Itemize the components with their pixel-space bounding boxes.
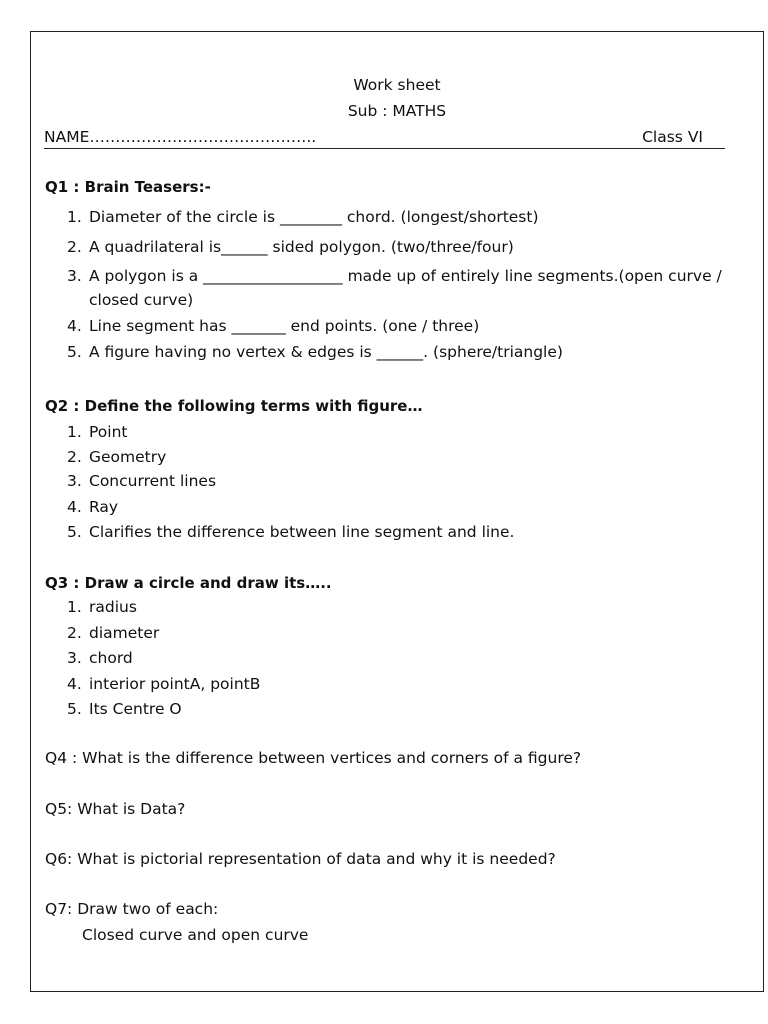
item-number: 1. (67, 423, 82, 441)
item-text: diameter (89, 624, 160, 642)
q4-text: Q4 : What is the difference between vertices and corners of a figure? (45, 749, 582, 767)
item-number: 4. (67, 498, 82, 516)
list-item (67, 595, 749, 619)
item-number: 2. (67, 624, 82, 642)
q2-heading: Q2 : Define the following terms with figure… (45, 397, 423, 415)
list-item (67, 672, 749, 696)
item-text: Ray (89, 498, 119, 516)
worksheet-title: Work sheet (353, 76, 441, 94)
item-text: Clarifies the difference between line segment and line. (89, 523, 515, 541)
name-field-label: NAME…………………………………….. (44, 128, 317, 146)
q3-heading: Q3 : Draw a circle and draw its….. (45, 574, 332, 592)
item-number: 5. (67, 343, 82, 361)
item-text: Its Centre O (89, 700, 182, 718)
item-number: 2. (67, 238, 82, 256)
q7-text: Q7: Draw two of each: (45, 900, 219, 918)
list-item (67, 697, 749, 721)
list-item (67, 235, 749, 259)
list-item (67, 205, 749, 229)
item-number: 1. (67, 208, 82, 226)
list-item (67, 420, 749, 444)
item-text: A quadrilateral is______ sided polygon. (two/three/four) (89, 238, 514, 256)
list-item (67, 621, 749, 645)
item-number: 1. (67, 598, 82, 616)
class-label: Class VI (642, 128, 703, 146)
name-row (44, 128, 725, 149)
worksheet-subject: Sub : MATHS (347, 102, 447, 120)
item-text: interior pointA, pointB (89, 675, 261, 693)
q6-text: Q6: What is pictorial representation of data and why it is needed? (45, 850, 556, 868)
list-item (67, 264, 749, 312)
list-item (67, 646, 749, 670)
q1-heading: Q1 : Brain Teasers:- (45, 178, 211, 196)
item-text: Line segment has _______ end points. (one / three) (89, 317, 480, 335)
item-text: radius (89, 598, 137, 616)
item-number: 5. (67, 700, 82, 718)
worksheet-page (30, 31, 764, 992)
item-number: 3. (67, 472, 82, 490)
list-item (67, 495, 749, 519)
item-text: Point (89, 423, 128, 441)
list-item (67, 445, 749, 469)
item-number: 4. (67, 317, 82, 335)
item-text: Diameter of the circle is ________ chord. (longest/shortest) (89, 208, 539, 226)
item-text: A figure having no vertex & edges is ______. (sphere/triangle) (89, 343, 563, 361)
item-number: 3. (67, 649, 82, 667)
item-number: 2. (67, 448, 82, 466)
q7-subtext: Closed curve and open curve (82, 926, 309, 944)
list-item (67, 314, 749, 338)
item-number: 3. (67, 267, 82, 285)
item-number: 4. (67, 675, 82, 693)
list-item (67, 520, 749, 544)
item-text: chord (89, 649, 133, 667)
list-item (67, 469, 749, 493)
item-text: Geometry (89, 448, 167, 466)
item-text: A polygon is a __________________ made up of entirely line segments.(open curve / closed curve) (89, 267, 722, 309)
item-text: Concurrent lines (89, 472, 217, 490)
list-item (67, 340, 749, 364)
q5-text: Q5: What is Data? (45, 800, 186, 818)
item-number: 5. (67, 523, 82, 541)
